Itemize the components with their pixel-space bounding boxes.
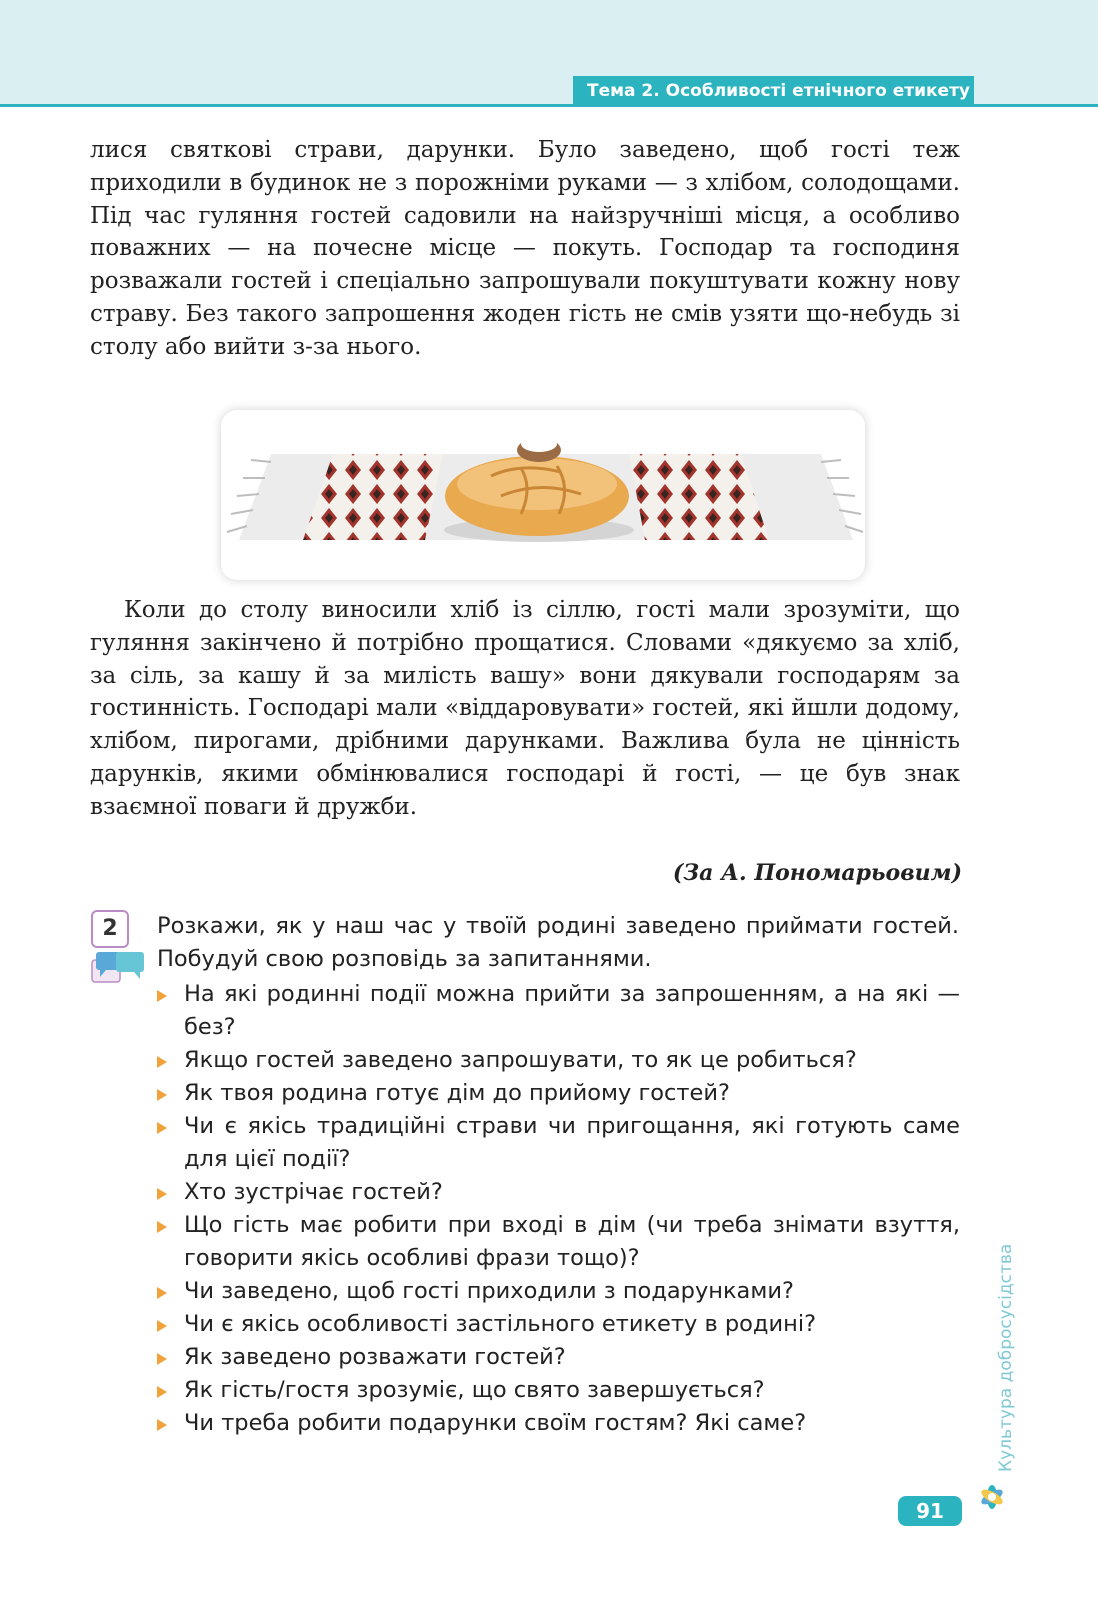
page-number: 91 [898, 1496, 962, 1526]
triangle-bullet-icon [157, 990, 167, 1002]
triangle-bullet-icon [157, 1056, 167, 1068]
triangle-bullet-icon [157, 1353, 167, 1365]
question-list [155, 978, 960, 1440]
triangle-bullet-icon [157, 1089, 167, 1101]
triangle-bullet-icon [157, 1386, 167, 1398]
chat-bubbles-icon [90, 950, 150, 1004]
question-item [155, 1077, 960, 1110]
question-item [155, 1275, 960, 1308]
task-number-badge: 2 [91, 910, 129, 948]
question-text: Якщо гостей заведено запрошувати, то як це робиться? [184, 1047, 857, 1073]
body-paragraph-2: Коли до столу виносили хліб із сіллю, гості мали зрозуміти, що гуляння закінчено й потрібно прощатися. Словами «дякуємо за хліб, за сіль, за кашу й за милість вашу» вони дякували господарям за гостинність. Господарі мали «віддаровувати» гостей, які йшли додому, хлібом, пирогами, дрібними дарунками. Важлива була не цінність дарунків, якими обмінювалися господарі й гості, — це був знак взаємної поваги й дружби. [90, 597, 960, 820]
question-text: Чи є якісь особливості застільного етикету в родині? [184, 1311, 817, 1337]
topic-header: Тема 2. Особливості етнічного етикету [573, 76, 974, 106]
question-text: Як твоя родина готує дім до прийому гостей? [184, 1080, 730, 1106]
question-item [155, 1110, 960, 1176]
question-item [155, 1044, 960, 1077]
question-item [155, 978, 960, 1044]
task-prompt: Розкажи, як у наш час у твоїй родині заведено приймати гостей. Побудуй свою розповідь за запитаннями. [157, 913, 959, 972]
question-item [155, 1176, 960, 1209]
question-item [155, 1209, 960, 1275]
question-text: Чи заведено, щоб гості приходили з подарунками? [184, 1278, 794, 1304]
flower-icon [975, 1480, 1009, 1514]
source-attribution: (За А. Пономарьовим) [672, 860, 962, 886]
triangle-bullet-icon [157, 1419, 167, 1431]
bread-illustration [221, 410, 865, 580]
question-item [155, 1308, 960, 1341]
triangle-bullet-icon [157, 1122, 167, 1134]
triangle-bullet-icon [157, 1188, 167, 1200]
question-text: Як гість/гостя зрозуміє, що свято завершується? [184, 1377, 765, 1403]
question-item [155, 1341, 960, 1374]
side-section-label: Культура добросусідства [996, 1243, 1016, 1472]
question-text: Як заведено розважати гостей? [184, 1344, 566, 1370]
question-text: Чи треба робити подарунки своїм гостям? Які саме? [184, 1410, 807, 1436]
body-paragraph-1: лися святкові страви, дарунки. Було заведено, щоб гості теж приходили в будинок не з порожніми руками — з хлібом, солодощами. Під час гуляння гостей садовили на найзручніші місця, а особливо поважних — на почесне місце — покуть. Господар та господиня розважали гостей і спеціально запрошували покуштувати кожну нову страву. Без такого запрошення жоден гість не смів узяти що-небудь зі столу або вийти з-за нього. [90, 137, 960, 360]
question-text: На які родинні події можна прийти за запрошенням, а на які — без? [184, 981, 960, 1040]
question-text: Чи є якісь традиційні страви чи пригощання, які готують саме для цієї події? [184, 1113, 960, 1172]
question-item [155, 1407, 960, 1440]
triangle-bullet-icon [157, 1287, 167, 1299]
question-item [155, 1374, 960, 1407]
triangle-bullet-icon [157, 1320, 167, 1332]
question-text: Хто зустрічає гостей? [184, 1179, 443, 1205]
triangle-bullet-icon [157, 1221, 167, 1233]
question-text: Що гість має робити при вході в дім (чи треба знімати взуття, говорити якісь особливі фрази тощо)? [184, 1212, 960, 1271]
